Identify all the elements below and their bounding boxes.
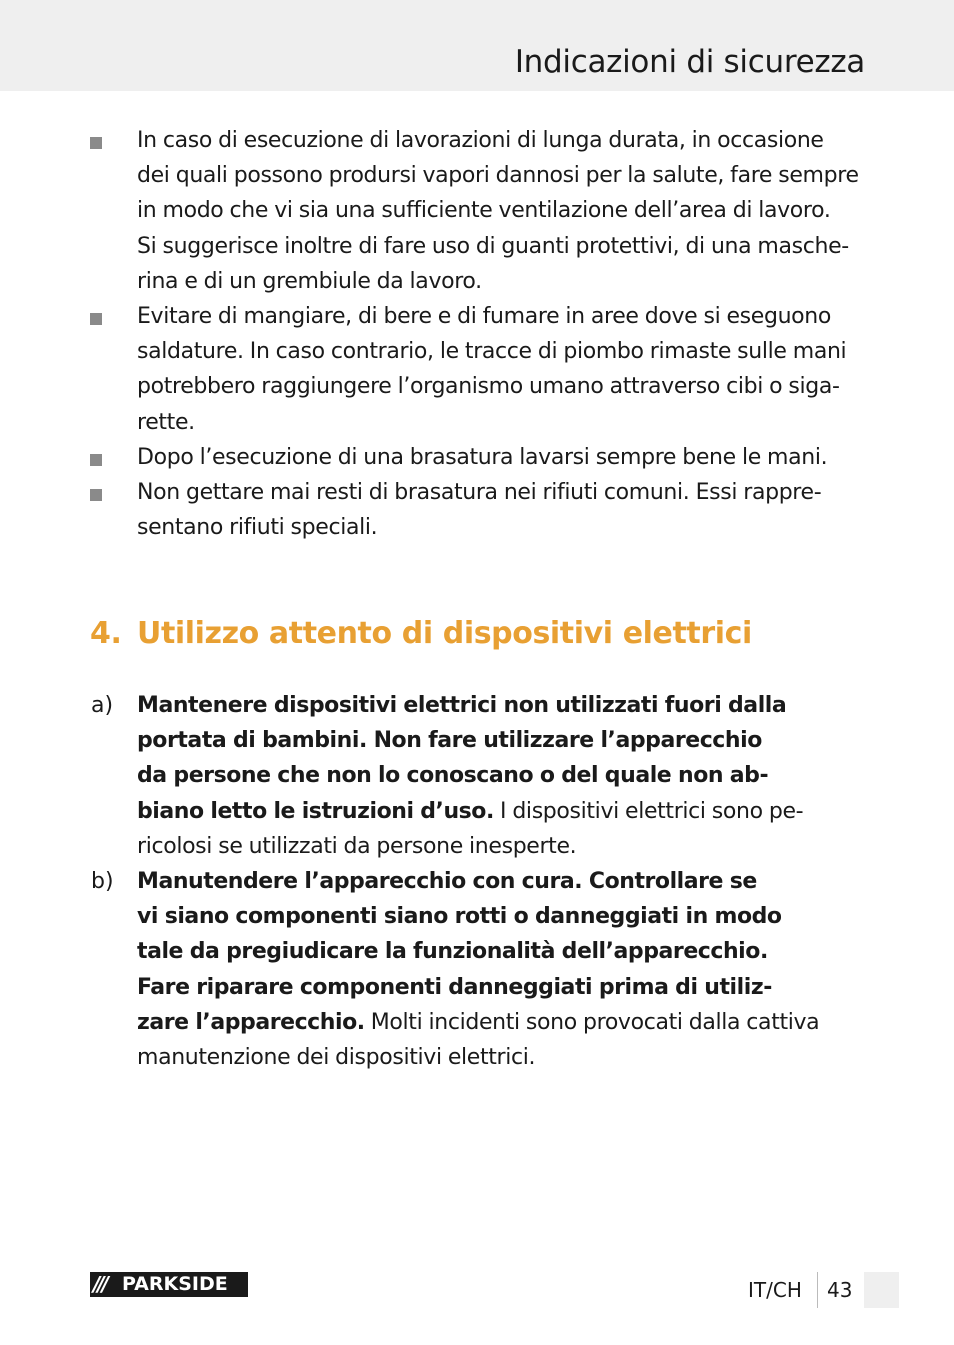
text-line: Manutendere l’apparecchio con cura. Controllare se bbox=[137, 869, 757, 894]
text-bold: biano letto le istruzioni d’uso. bbox=[137, 798, 494, 824]
bullet-square-icon bbox=[90, 137, 102, 149]
text-line: Evitare di mangiare, di bere e di fumare in aree dove si eseguono bbox=[137, 304, 831, 329]
text-line: Dopo l’esecuzione di una brasatura lavarsi sempre bene le mani. bbox=[137, 445, 828, 470]
section-heading bbox=[90, 612, 752, 656]
text-line: portata di bambini. Non fare utilizzare l’apparecchio bbox=[137, 728, 762, 754]
text-line: manutenzione dei dispositivi elettrici. bbox=[137, 1045, 536, 1071]
text-line: sentano rifiuti speciali. bbox=[137, 515, 378, 541]
bullet-square-icon bbox=[90, 454, 102, 466]
item-letter: b) bbox=[91, 869, 114, 894]
text-normal: Molti incidenti sono provocati dalla cattiva bbox=[364, 1009, 820, 1035]
text-line: potrebbero raggiungere l’organismo umano attraverso cibi o siga- bbox=[137, 374, 840, 400]
page-title: Indicazioni di sicurezza bbox=[514, 44, 865, 80]
text-line: ricolosi se utilizzati da persone inesperte. bbox=[137, 833, 577, 859]
text-line: Si suggerisce inoltre di fare uso di guanti protettivi, di una masche- bbox=[137, 233, 849, 259]
text-line: Fare riparare componenti danneggiati prima di utiliz- bbox=[137, 974, 772, 1000]
parkside-logo bbox=[90, 1272, 248, 1297]
text-line: rina e di un grembiule da lavoro. bbox=[137, 268, 482, 294]
text-line: vi siano componenti siano rotti o danneggiati in modo bbox=[137, 904, 782, 930]
footer-divider bbox=[817, 1272, 818, 1308]
item-text bbox=[137, 864, 877, 1075]
text-line: saldature. In caso contrario, le tracce di piombo rimaste sulle mani bbox=[137, 339, 847, 365]
bullet-text bbox=[137, 440, 877, 475]
text-line: dei quali possono prodursi vapori dannosi per la salute, fare sempre bbox=[137, 163, 859, 189]
text-line: Non gettare mai resti di brasatura nei rifiuti comuni. Essi rappre- bbox=[137, 480, 822, 505]
text-line: rette. bbox=[137, 409, 195, 435]
item-letter: a) bbox=[91, 693, 114, 718]
text-normal: I dispositivi elettrici sono pe- bbox=[493, 798, 804, 824]
item-text bbox=[137, 688, 877, 864]
bullet-text bbox=[137, 475, 877, 545]
text-line: da persone che non lo conoscano o del quale non ab- bbox=[137, 763, 769, 789]
text-line: tale da pregiudicare la funzionalità dell’apparecchio. bbox=[137, 939, 768, 965]
footer-tab bbox=[864, 1272, 899, 1308]
page-number: 43 bbox=[827, 1278, 853, 1302]
bullet-text bbox=[137, 299, 877, 440]
bullet-square-icon bbox=[90, 313, 102, 325]
logo-stripes: /// bbox=[93, 1272, 106, 1296]
section-number: 4. bbox=[90, 616, 122, 651]
text-line: Mantenere dispositivi elettrici non utilizzati fuori dalla bbox=[137, 693, 787, 718]
text-bold: zare l’apparecchio. bbox=[137, 1009, 365, 1035]
text-line: in modo che vi sia una sufficiente ventilazione dell’area di lavoro. bbox=[137, 198, 831, 224]
text-line: In caso di esecuzione di lavorazioni di lunga durata, in occasione bbox=[137, 128, 824, 153]
text-line bbox=[137, 794, 877, 829]
text-line bbox=[137, 1005, 877, 1040]
bullet-text bbox=[137, 123, 877, 299]
bullet-square-icon bbox=[90, 489, 102, 501]
section-title: Utilizzo attento di dispositivi elettrici bbox=[137, 616, 752, 651]
locale-label: IT/CH bbox=[748, 1278, 802, 1302]
logo-text: PARKSIDE bbox=[122, 1273, 228, 1295]
